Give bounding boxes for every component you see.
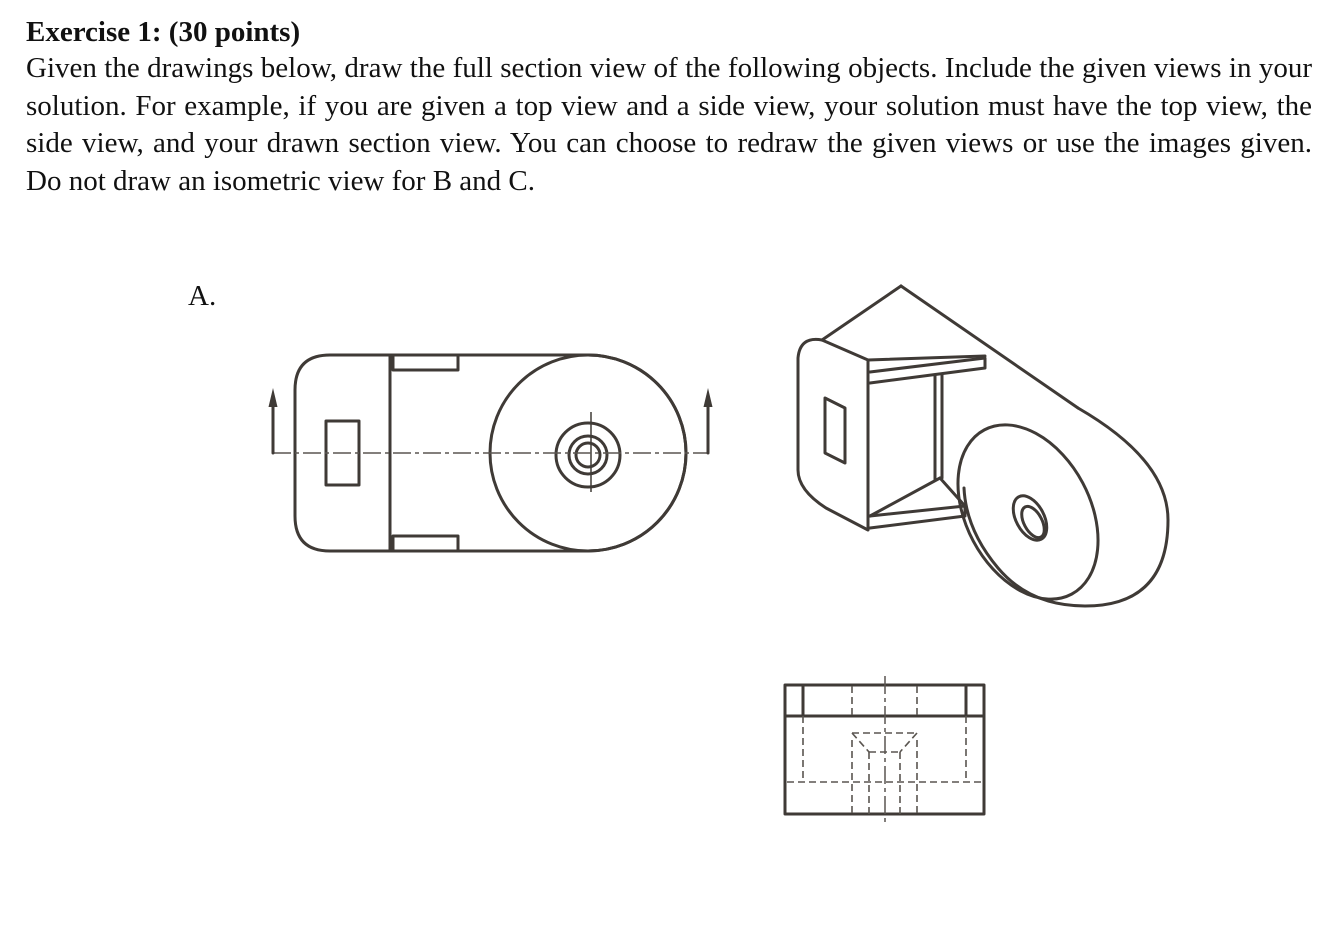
cutting-plane-left-arrow xyxy=(269,388,278,407)
top-view-hole-inner xyxy=(576,443,600,467)
iso-left-block-outline xyxy=(798,339,868,530)
front-view xyxy=(785,676,984,824)
iso-top-front-edge xyxy=(822,286,901,340)
part-a-label: A. xyxy=(188,280,217,312)
iso-cylinder-outer xyxy=(964,408,1168,606)
exercise-title: Exercise 1: (30 points) xyxy=(26,16,301,48)
isometric-view xyxy=(798,286,1168,623)
iso-cylinder-front-face xyxy=(930,401,1127,623)
iso-hole-outer xyxy=(1006,490,1053,546)
iso-top-back-edge xyxy=(901,286,1078,408)
iso-upper-ledge xyxy=(870,358,985,383)
iso-hole-inner xyxy=(1017,503,1049,541)
cutting-plane-right-arrow xyxy=(704,388,713,407)
top-view-notch-upper xyxy=(393,355,458,370)
top-view xyxy=(269,355,713,551)
front-view-csk-left xyxy=(852,733,869,752)
top-view-notch-lower xyxy=(393,536,458,551)
top-view-hole-outer xyxy=(556,423,620,487)
exercise-instructions: Given the drawings below, draw the full section view of the following objects. Include the given views in your solution. For example, if you are given a top view and a side view, your solution must have the top view, the side view, and your drawn section view. You can choose to redraw the given views or use the images given. Do not draw an isometric view for B and C. xyxy=(26,52,1312,197)
iso-small-window xyxy=(825,398,845,463)
front-view-csk-right xyxy=(900,733,917,752)
iso-floor-back xyxy=(940,478,965,506)
